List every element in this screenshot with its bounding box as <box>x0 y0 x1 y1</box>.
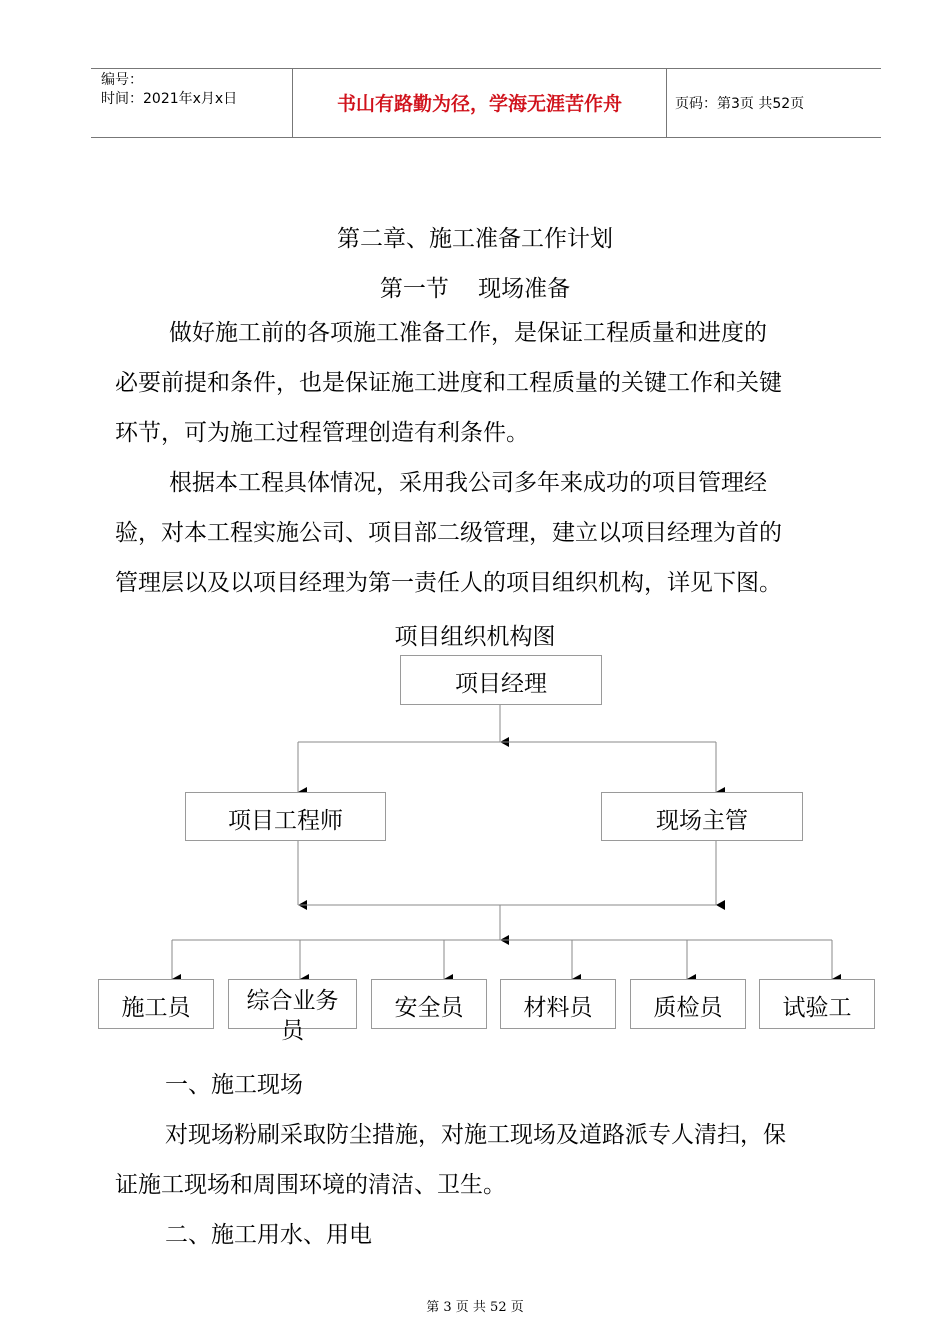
org-box-label: 项目工程师 <box>228 808 343 834</box>
org-box-middle <box>185 792 386 841</box>
org-box-label: 施工员 <box>121 995 191 1021</box>
org-box-label: 质检员 <box>653 995 723 1021</box>
time-label: 时间：2021年x月x日 <box>101 91 238 107</box>
org-box-bottom <box>228 979 357 1044</box>
org-box-label: 现场主管 <box>656 808 748 834</box>
paragraph-line: 做好施工前的各项施工准备工作，是保证工程质量和进度的 <box>169 320 767 346</box>
paragraph-line: 管理层以及以项目经理为第一责任人的项目组织机构，详见下图。 <box>115 570 782 596</box>
org-box-label: 试验工 <box>782 995 852 1021</box>
paragraph-line: 验，对本工程实施公司、项目部二级管理，建立以项目经理为首的 <box>115 520 782 546</box>
header-motto: 书山有路勤为径，学海无涯苦作舟 <box>336 93 622 115</box>
paragraph-line: 对现场粉刷采取防尘措施，对施工现场及道路派专人清扫，保 <box>165 1122 786 1148</box>
org-box-bottom <box>759 979 875 1029</box>
section-title: 第一节 现场准备 <box>379 276 571 302</box>
org-box-bottom <box>630 979 746 1029</box>
org-box-label: 材料员 <box>523 995 593 1021</box>
org-box-bottom <box>500 979 616 1029</box>
paragraph-line: 证施工现场和周围环境的清洁、卫生。 <box>115 1172 506 1198</box>
paragraph-line: 环节，可为施工过程管理创造有利条件。 <box>115 420 529 446</box>
org-box-middle <box>601 792 803 841</box>
section-heading: 二、施工用水、用电 <box>165 1222 372 1248</box>
org-chart-title: 项目组织机构图 <box>394 624 556 650</box>
header-page-info: 页码：第3页 共52页 <box>675 96 805 112</box>
org-box-label: 综合业务员 <box>246 988 339 1044</box>
org-box-bottom <box>371 979 487 1029</box>
serial-label: 编号： <box>101 72 143 88</box>
section-heading: 一、施工现场 <box>165 1072 303 1098</box>
org-box-top <box>400 655 602 705</box>
org-box-label: 安全员 <box>394 995 464 1021</box>
paragraph-line: 根据本工程具体情况，采用我公司多年来成功的项目管理经 <box>169 470 767 496</box>
org-box-bottom <box>98 979 214 1029</box>
paragraph-line: 必要前提和条件，也是保证施工进度和工程质量的关键工作和关键 <box>115 370 782 396</box>
org-box-label: 项目经理 <box>455 671 547 697</box>
page-footer: 第 3 页 共 52 页 <box>426 1300 524 1315</box>
chapter-title: 第二章、施工准备工作计划 <box>337 226 613 252</box>
